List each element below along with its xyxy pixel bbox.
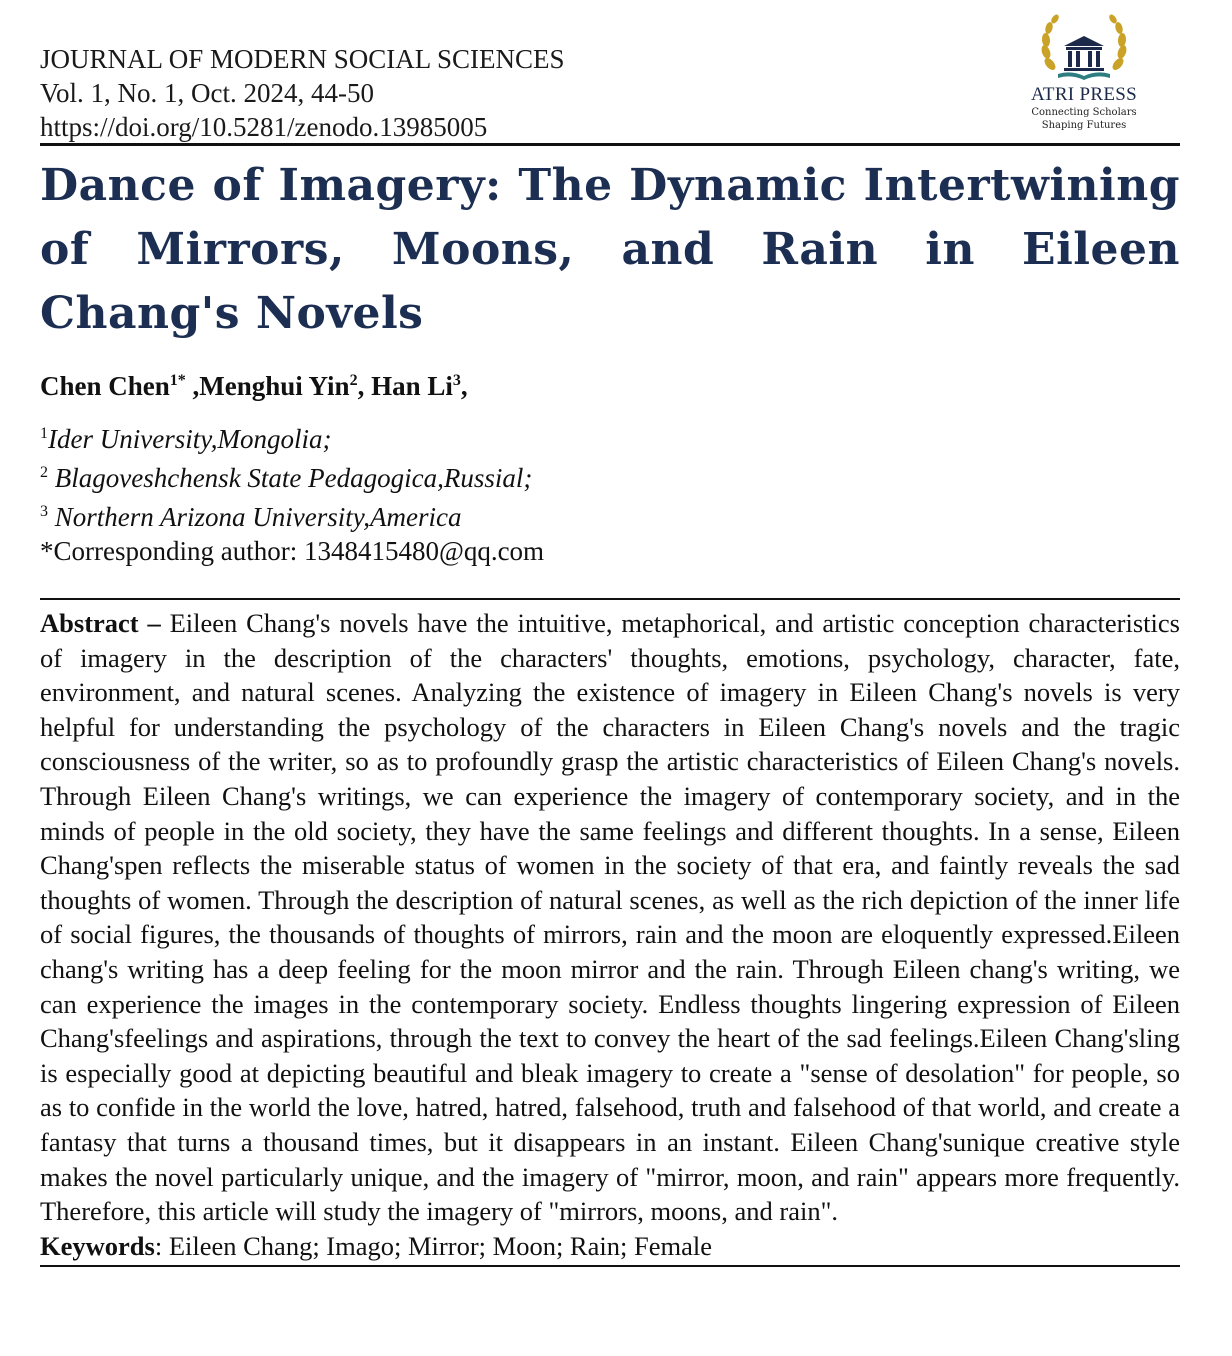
author-name: Menghui Yin — [199, 371, 350, 401]
journal-header — [40, 0, 1180, 148]
author-sep: , — [185, 371, 200, 401]
corresponding-author: *Corresponding author: 1348415480@qq.com — [40, 536, 545, 566]
publisher-tagline-2: Shaping Futures — [1041, 120, 1127, 131]
affiliation-sup: 1 — [40, 425, 48, 442]
keywords-label: Keywords — [40, 1230, 155, 1261]
laurel-building-icon — [1028, 14, 1140, 82]
affiliation-sup: 3 — [40, 503, 48, 520]
author-sup: 2 — [349, 372, 358, 389]
affiliation-text: Northern Arizona University,America — [48, 502, 462, 532]
journal-name: JOURNAL OF MODERN SOCIAL SCIENCES — [40, 44, 565, 74]
author-sep: , — [460, 371, 468, 401]
abstract-label: Abstract – — [40, 608, 161, 638]
journal-info — [40, 42, 565, 144]
keywords-text: : Eileen Chang; Imago; Mirror; Moon; Rain; Female — [154, 1230, 712, 1261]
paper-page — [40, 0, 1180, 1267]
header-divider — [40, 143, 1180, 146]
affiliation-list — [40, 417, 1180, 568]
affiliation-item — [40, 495, 1180, 534]
abstract-top-rule — [40, 598, 1180, 600]
author-list — [40, 364, 1180, 403]
abstract-text: Eileen Chang's novels have the intuitive, metaphorical, and artistic conception characteristics of imagery in the description of the characters' thoughts, emotions, psychology, character, fate, environment, and natural scenes. Analyzing the existence of imagery in Eileen Chang's novels is very helpful for understanding the psychology of the characters in Eileen Chang's novels and the tragic consciousness of the writer, so as to profoundly grasp the artistic characteristics of Eileen Chang's novels. Through Eileen Chang's writings, we can experience the imagery of contemporary society, and in the minds of people in the old society, they have the same feelings and different thoughts. In a sense, Eileen Chang'spen reflects the miserable status of women in the society of that era, and faintly reveals the sad thoughts of women. Through the description of natural scenes, as well as the rich depiction of the inner life of social figures, the thousands of thoughts of mirrors, rain and the moon are eloquently expressed.Eileen chang's writing has a deep feeling for the moon mirror and the rain. Through Eileen chang's writing, we can experience the images in the contemporary society. Endless thoughts lingering expression of Eileen Chang'sfeelings and aspirations, through the text to convey the heart of the sad feelings.Eileen Chang'sling is especially good at depicting beautiful and bleak imagery to create a "sense of desolation" for people, so as to confide in the world the love, hatred, hatred, falsehood, truth and falsehood of that world, and create a fantasy that turns a thousand times, but it disappears in an instant. Eileen Chang'sunique creative style makes the novel particularly unique, and the imagery of "mirror, moon, and rain" appears more frequently. Therefore, this article will study the imagery of "mirrors, moons, and rain". — [40, 608, 1180, 1227]
author-sup: 1* — [169, 372, 186, 389]
affiliation-text: Blagoveshchensk State Pedagogica,Russial; — [48, 463, 533, 493]
abstract — [40, 606, 1180, 1229]
affiliation-sup: 2 — [40, 464, 48, 481]
affiliation-item — [40, 456, 1180, 495]
abstract-bottom-rule — [40, 1265, 1180, 1267]
author-name: Chen Chen — [40, 371, 170, 401]
doi-link[interactable]: https://doi.org/10.5281/zenodo.13985005 — [40, 112, 488, 142]
paper-title: Dance of Imagery: The Dynamic Intertwining of Mirrors, Moons, and Rain in Eileen Chang's Novels — [40, 160, 1180, 339]
affiliation-text: Ider University,Mongolia; — [48, 424, 332, 454]
author-sep: , — [357, 371, 372, 401]
keywords — [40, 1229, 1180, 1263]
publisher-tagline-1: Connecting Scholars — [1031, 107, 1137, 118]
author-name: Han Li — [371, 371, 453, 401]
volume-info: Vol. 1, No. 1, Oct. 2024, 44-50 — [40, 78, 374, 108]
affiliation-item — [40, 417, 1180, 456]
author-sup: 3 — [452, 372, 461, 389]
publisher-name: ATRI PRESS — [1031, 84, 1137, 105]
publisher-logo — [1028, 14, 1140, 132]
